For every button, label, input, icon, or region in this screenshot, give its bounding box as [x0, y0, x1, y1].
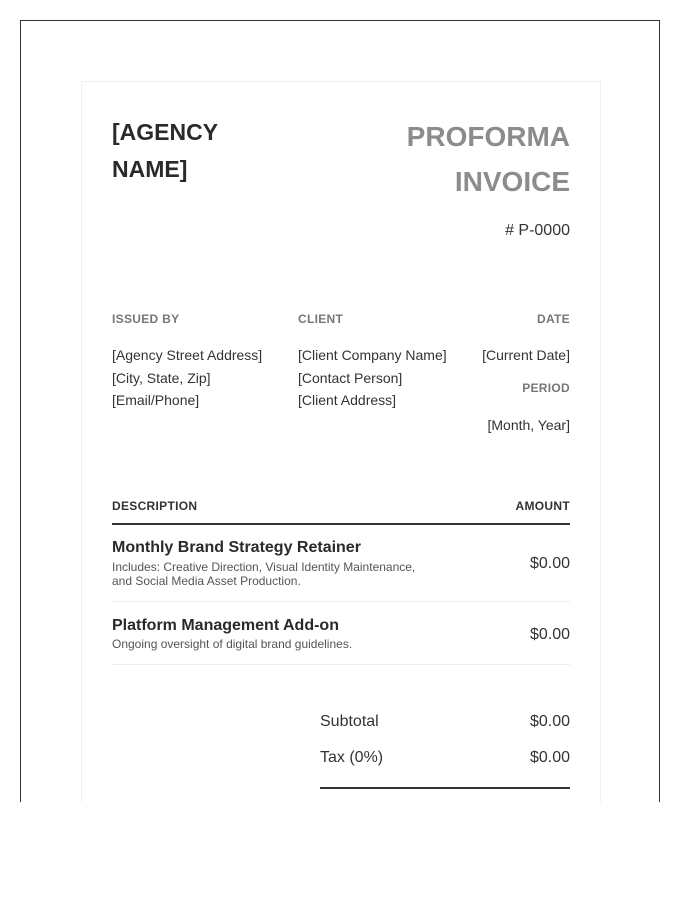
tax-label: Tax (0%)	[320, 749, 384, 766]
document-title: PROFORMA INVOICE	[406, 121, 570, 197]
subtotal-label: Subtotal	[320, 713, 379, 730]
date-label: DATE	[537, 312, 570, 326]
issued-by-city: [City, State, Zip]	[112, 369, 211, 386]
item-amount: $0.00	[529, 555, 570, 572]
agency-name: [AGENCY NAME]	[112, 119, 218, 182]
client-company: [Client Company Name]	[298, 347, 447, 363]
item-title: Platform Management Add-on	[112, 617, 339, 634]
client-contact-person: [Contact Person]	[298, 369, 403, 386]
issued-by-label: ISSUED BY	[112, 312, 180, 326]
document-frame	[20, 20, 660, 802]
item-amount: $0.00	[529, 626, 570, 643]
client-address: [Client Address]	[298, 392, 397, 408]
issued-by-address: [Agency Street Address]	[112, 347, 263, 363]
client-block	[298, 344, 447, 412]
subtotal-value: $0.00	[529, 713, 570, 730]
client-label: CLIENT	[298, 312, 344, 326]
invoice-sheet	[81, 81, 601, 802]
period-value: [Month, Year]	[487, 417, 570, 433]
description-header: DESCRIPTION	[112, 499, 198, 513]
item-description: Includes: Creative Direction, Visual Identity Maintenance, and Social Media Asset Production.	[112, 560, 416, 588]
table-row	[112, 602, 570, 665]
item-title: Monthly Brand Strategy Retainer	[112, 539, 361, 556]
period-label: PERIOD	[522, 381, 570, 395]
issued-by-contact: [Email/Phone]	[112, 392, 200, 408]
date-value: [Current Date]	[482, 347, 570, 363]
invoice-number: # P-0000	[505, 222, 570, 239]
amount-header: AMOUNT	[515, 499, 570, 513]
totals-divider	[320, 787, 570, 789]
tax-value: $0.00	[529, 749, 570, 766]
item-description: Ongoing oversight of digital brand guidelines.	[112, 637, 353, 651]
table-row	[112, 525, 570, 602]
issued-by-block	[112, 344, 262, 412]
